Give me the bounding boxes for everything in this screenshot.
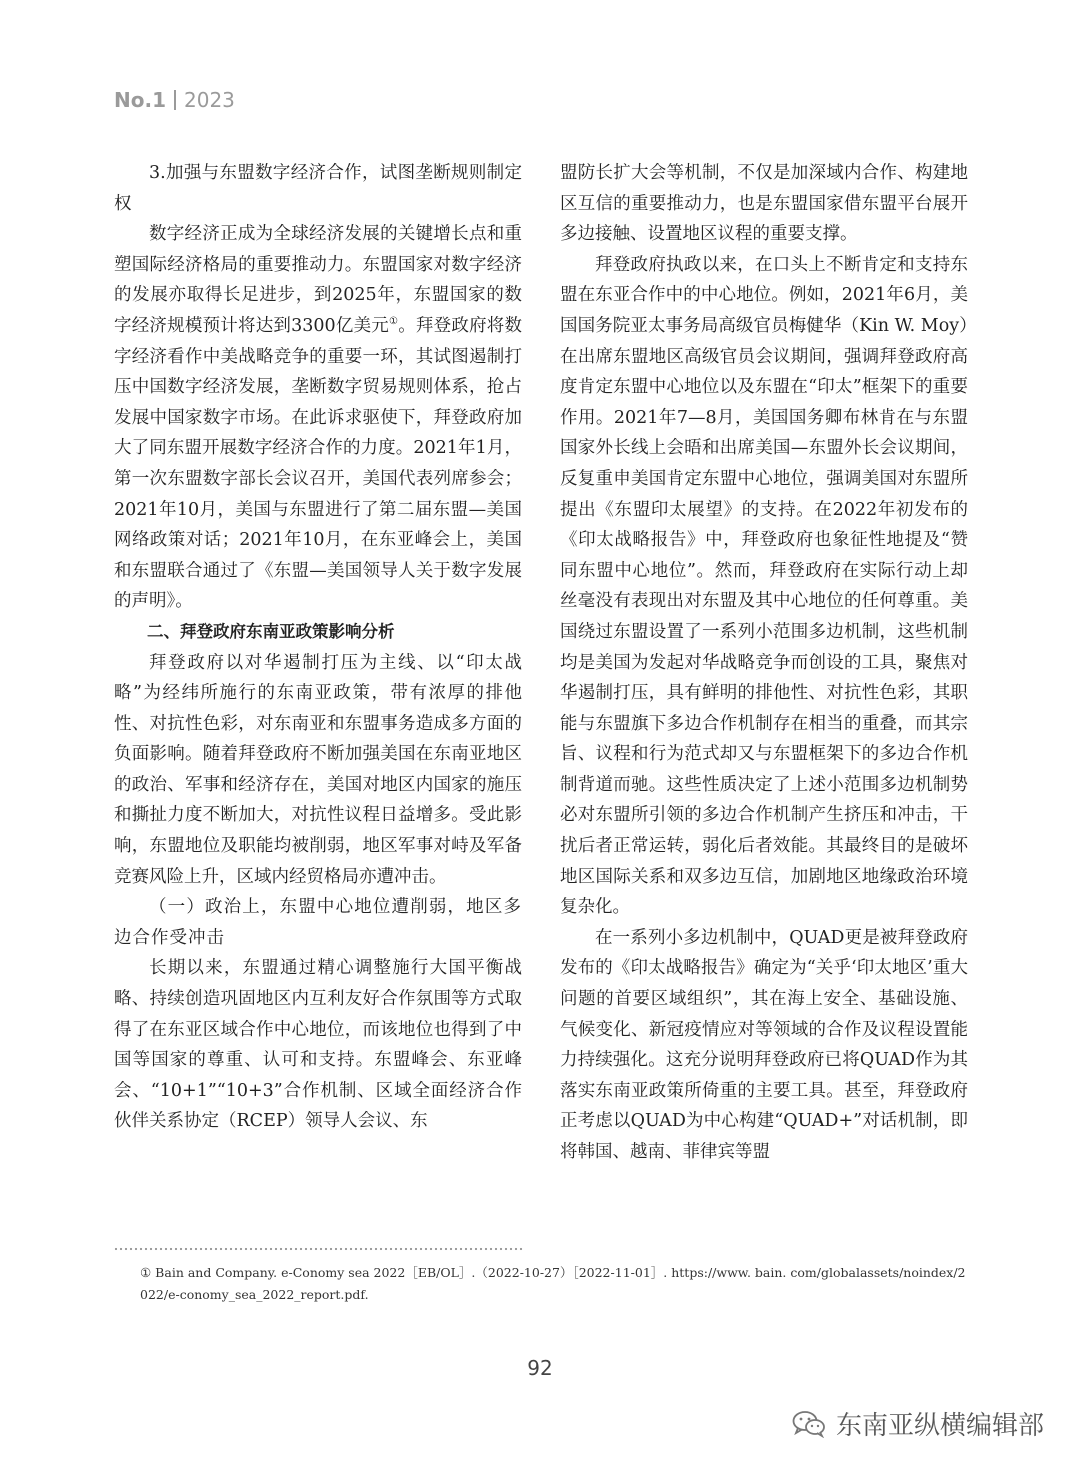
section-heading: 二、拜登政府东南亚政策影响分析 [147, 621, 395, 641]
paragraph: 拜登政府执政以来，在口头上不断肯定和支持东盟在东亚合作中的中心地位。例如，2021年6月，美国国务院亚太事务局高级官员梅健华（Kin W. Moy）在出席东盟地区高级官员会议期间，强调拜登政府高度肯定东盟中心地位以及东盟在“印太”框架下的重要作用。2021年7—8月，美国国务卿布林肯在与东盟国家外长线上会晤和出席美国—东盟外长会议期间，反复重申美国肯定东盟中心地位，强调美国对东盟所提出《东盟印太展望》的支持。在2022年初发布的《印太战略报告》中，拜登政府也象征性地提及“赞同东盟中心地位”。然而，拜登政府在实际行动上却丝毫没有表现出对东盟及其中心地位的任何尊重。美国绕过东盟设置了一系列小范围多边机制，这些机制均是美国为发起对华战略竞争而创设的工具，聚焦对华遏制打压，具有鲜明的排他性、对抗性色彩，其职能与东盟旗下多边合作机制存在相当的重叠，而其宗旨、议程和行为范式却又与东盟框架下的多边合作机制背道而驰。这些性质决定了上述小范围多边机制势必对东盟所引领的多边合作机制产生挤压和冲击，干扰后者正常运转，弱化后者效能。其最终目的是破坏地区国际关系和双多边互信，加剧地区地缘政治环境复杂化。 [560, 254, 968, 918]
paragraph-text: 。拜登政府将数字经济看作中美战略竞争的重要一环，其试图遏制打压中国数字经济发展，垄断数字贸易规则体系，抢占发展中国家数字市场。在此诉求驱使下，拜登政府加大了同东盟开展数字经济合作的力度。2021年1月，第一次东盟数字部长会议召开，美国代表列席参会；2021年10月，美国与东盟进行了第二届东盟—美国网络政策对话；2021年10月，在东亚峰会上，美国和东盟联合通过了《东盟—美国领导人关于数字发展的声明》。 [114, 315, 522, 612]
issue-year: 2023 [184, 88, 235, 112]
subsection-heading: （一）政治上，东盟中心地位遭削弱，地区多边合作受冲击 [114, 897, 522, 948]
watermark-text: 东南亚纵横编辑部 [835, 1411, 1044, 1441]
footnote-divider [114, 1246, 524, 1252]
section-subheading: 3.加强与东盟数字经济合作，试图垄断规则制定权 [114, 163, 522, 214]
right-column [560, 158, 968, 1168]
paragraph-text: 数字经济正成为全球经济发展的关键增长点和重塑国际经济格局的重要推动力。东盟国家对数字经济的发展亦取得长足进步，到2025年，东盟国家的数字经济规模预计将达到3300亿美元 [114, 224, 522, 336]
footnote-text: ① Bain and Company. e-Conomy sea 2022［EB/OL］.（2022-10-27）［2022-11-01］. https://www. bain. com/globalassets/noindex/2022/e-conomy_sea_2022_report.pdf. [140, 1265, 966, 1302]
left-column [114, 158, 522, 1137]
issue-number: No.1 [114, 88, 166, 112]
paragraph [114, 219, 522, 617]
header-divider [174, 90, 176, 110]
wechat-icon [792, 1410, 826, 1438]
watermark [792, 1405, 1044, 1442]
footnote [114, 1262, 970, 1306]
running-header [114, 88, 235, 112]
page-number: 92 [527, 1356, 553, 1380]
footnote-ref[interactable]: ① [389, 316, 399, 328]
paragraph: 在一系列小多边机制中，QUAD更是被拜登政府发布的《印太战略报告》确定为“关乎‘印太地区’重大问题的首要区域组织”，其在海上安全、基础设施、气候变化、新冠疫情应对等领域的合作及议程设置能力持续强化。这充分说明拜登政府已将QUAD作为其落实东南亚政策所倚重的主要工具。甚至，拜登政府正考虑以QUAD为中心构建“QUAD+”对话机制，即将韩国、越南、菲律宾等盟 [560, 927, 968, 1162]
paragraph: 拜登政府以对华遏制打压为主线、以“印太战略”为经纬所施行的东南亚政策，带有浓厚的排他性、对抗性色彩，对东南亚和东盟事务造成多方面的负面影响。随着拜登政府不断加强美国在东南亚地区的政治、军事和经济存在，美国对地区内国家的施压和撕扯力度不断加大，对抗性议程日益增多。受此影响，东盟地位及职能均被削弱，地区军事对峙及军备竞赛风险上升，区域内经贸格局亦遭冲击。 [114, 652, 522, 887]
paragraph: 长期以来，东盟通过精心调整施行大国平衡战略、持续创造巩固地区内互利友好合作氛围等方式取得了在东亚区域合作中心地位，而该地位也得到了中国等国家的尊重、认可和支持。东盟峰会、东亚峰会、“10+1”“10+3”合作机制、区域全面经济合作伙伴关系协定（RCEP）领导人会议、东 [114, 958, 522, 1132]
paragraph-continued: 盟防长扩大会等机制，不仅是加深域内合作、构建地区互信的重要推动力，也是东盟国家借东盟平台展开多边接触、设置地区议程的重要支撑。 [560, 163, 968, 245]
